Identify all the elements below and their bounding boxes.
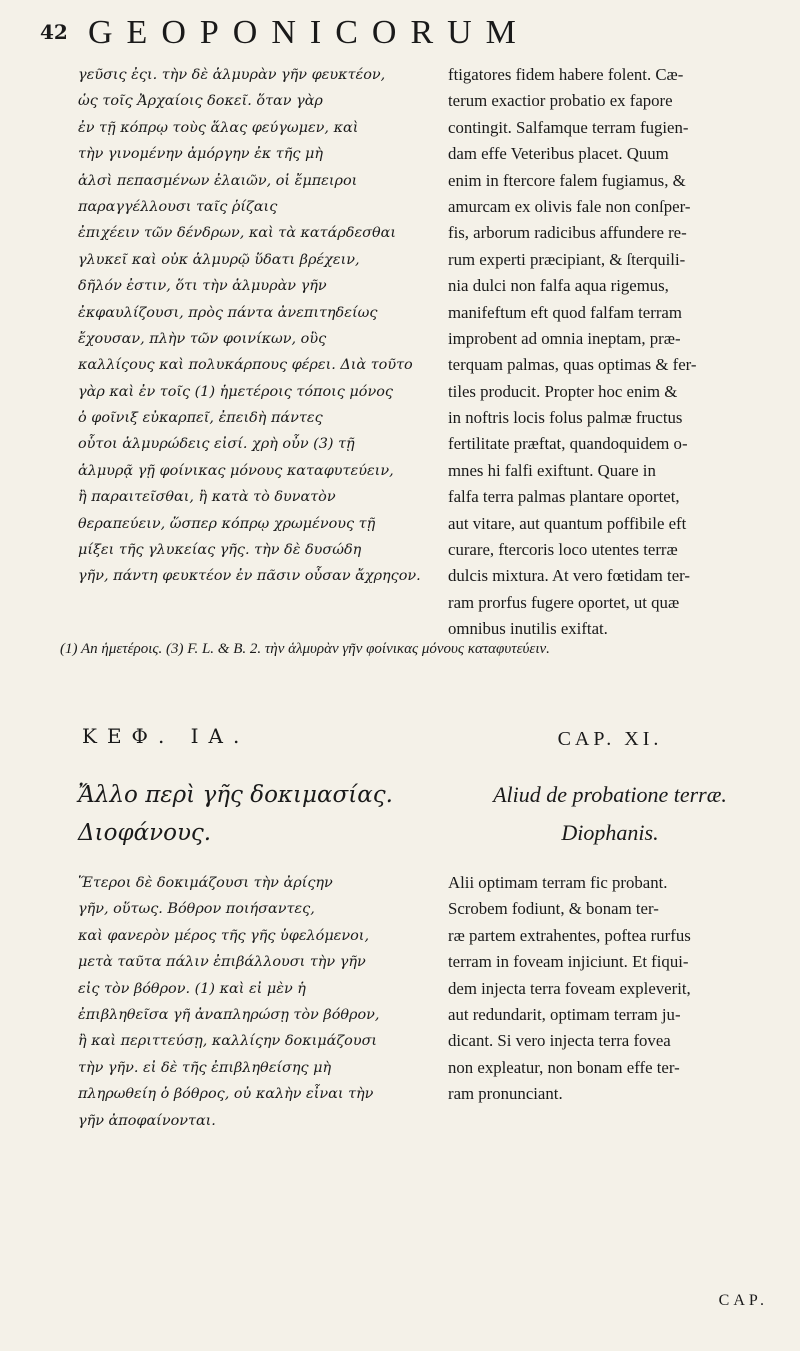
text-line: enim in ftercore falem fugiamus, & [448, 170, 686, 190]
text-line: ram prorfus fugere oportet, ut quæ [448, 592, 680, 612]
text-line: γῆν ἀποφαίνονται. [78, 1112, 216, 1129]
text-line: καὶ φανερὸν μέρος τῆς γῆς ὑφελόμενοι, [78, 927, 370, 944]
text-line: ἢ παραιτεῖσθαι, ἢ κατὰ τὸ δυνατὸν [78, 489, 336, 506]
text-line: manifeftum eft quod falfam terram [448, 302, 682, 322]
text-line: ram pronunciant. [448, 1084, 563, 1104]
chapter-title-latin-line-2: Diophanis. [561, 820, 659, 845]
text-line: mnes hi falfi exiftunt. Quare in [448, 460, 656, 480]
text-line: καλλίςους καὶ πολυκάρπους φέρει. Διὰ τοῦτο [78, 357, 413, 374]
text-line: δῆλόν ἐστιν, ὅτι τὴν ἁλμυρὰν γῆν [78, 278, 327, 295]
text-line: ἐπιχέειν τῶν δένδρων, καὶ τὰ κατάρδεσθαι [78, 225, 397, 242]
text-line: γὰρ καὶ ἐν τοῖς (1) ἡμετέροις τόποις μόνος [78, 383, 393, 400]
text-line: omnibus inutilis exiftat. [448, 619, 608, 639]
text-line: ἐπιβληθεῖσα γῆ ἀναπληρώσῃ τὸν βόθρον, [78, 1006, 380, 1023]
text-line: terquam palmas, quas optimas & fer- [448, 355, 697, 375]
text-line: fertilitate præftat, quandoquidem o- [448, 434, 688, 454]
text-line: ftigatores fidem habere folent. Cæ- [448, 65, 684, 84]
catchword: CAP. [718, 1292, 768, 1309]
text-line: εἰς τὸν βόθρον. (1) καὶ εἰ μὲν ἡ [78, 980, 306, 997]
running-title: GEOPONICORUM [88, 14, 530, 51]
text-line: dicant. Si vero injecta terra fovea [448, 1031, 671, 1051]
text-line: Alii optimam terram fic probant. [448, 873, 668, 892]
text-line: terum exactior probatio ex fapore [448, 91, 673, 111]
text-line: ἁλμυρᾷ γῇ φοίνικας μόνους καταφυτεύειν, [78, 462, 394, 479]
text-line: ὁ φοῖνιξ εὐκαρπεῖ, ἐπειδὴ πάντες [78, 410, 323, 427]
text-line: falfa terra palmas plantare oportet, [448, 487, 680, 507]
text-line: ἁλσὶ πεπασμένων ἐλαιῶν, οἱ ἔμπειροι [78, 172, 358, 189]
text-line: tiles producit. Propter hoc enim & [448, 381, 678, 401]
text-line: ræ partem extrahentes, poftea rurfus [448, 925, 691, 945]
text-line: γλυκεῖ καὶ οὐκ ἁλμυρῷ ὕδατι βρέχειν, [78, 251, 360, 268]
text-line: θεραπεύειν, ὥσπερ κόπρῳ χρωμένους τῇ [78, 515, 376, 532]
text-line: fis, arborum radicibus affundere re- [448, 223, 687, 243]
latin-column-1 [448, 62, 783, 643]
text-line: rum experti præcipiant, & ſterquili- [448, 249, 686, 269]
text-line: terram in foveam injiciunt. Et fiqui- [448, 952, 689, 972]
text-line: ἐκφαυλίζουσι, πρὸς πάντα ἀνεπιτηδείως [78, 304, 378, 321]
text-line: ἢ καὶ περιττεύσῃ, καλλίςην δοκιμάζουσι [78, 1033, 378, 1050]
text-line: dam effe Veteribus placet. Quum [448, 144, 669, 164]
text-line: γῆν, πάντη φευκτέον ἐν πᾶσιν οὖσαν ἄχρηςον. [78, 568, 421, 585]
text-line: amurcam ex olivis fale non conſper- [448, 196, 691, 216]
chapter-number-greek: ΚΕΦ. ΙΑ. [82, 724, 250, 748]
text-line: nia dulci non falfa aqua rigemus, [448, 276, 669, 296]
text-line: aut redundarit, optimam terram ju- [448, 1004, 681, 1024]
text-line: non expleatur, non bonam effe ter- [448, 1057, 680, 1077]
text-line: πληρωθείη ὁ βόθρος, οὐ καλὴν εἶναι τὴν [78, 1086, 374, 1103]
text-line: παραγγέλλουσι ταῖς ῥίζαις [78, 198, 278, 215]
text-line: τὴν γινομένην ἀμόργην ἐκ τῆς μὴ [78, 146, 323, 163]
chapter-title-latin-line-1: Aliud de probatione terræ. [493, 782, 727, 807]
text-line: ὡς τοῖς Ἀρχαίοις δοκεῖ. ὅταν γὰρ [78, 93, 323, 110]
latin-column-2 [448, 870, 783, 1108]
text-line: μετὰ ταῦτα πάλιν ἐπιβάλλουσι τὴν γῆν [78, 954, 366, 971]
text-line: Scrobem fodiunt, & bonam ter- [448, 899, 659, 919]
page-header [40, 14, 770, 54]
text-line: μίξει τῆς γλυκείας γῆς. τὴν δὲ δυσώδη [78, 542, 362, 559]
greek-column-2 [78, 870, 438, 1134]
text-line: improbent ad omnia ineptam, præ- [448, 328, 681, 348]
text-line: aut vitare, aut quantum poffibile eft [448, 513, 687, 533]
text-line: contingit. Salfamque terram fugien- [448, 117, 689, 137]
page-number: 42 [40, 20, 68, 44]
text-line: οὗτοι ἁλμυρώδεις εἰσί. χρὴ οὖν (3) τῇ [78, 436, 355, 453]
text-line: ἐν τῇ κόπρῳ τοὺς ἅλας φεύγωμεν, καὶ [78, 119, 359, 136]
text-line: γεῦσις ἐςι. τὴν δὲ ἁλμυρὰν γῆν φευκτέον, [78, 67, 386, 83]
greek-column-1 [78, 62, 438, 590]
chapter-title-greek: Ἄλλο περὶ γῆς δοκιμασίας. Διοφάνους. [78, 782, 393, 846]
text-line: ἔχουσαν, πλὴν τῶν φοινίκων, οὓς [78, 330, 327, 347]
text-line: Ἕτεροι δὲ δοκιμάζουσι τὴν ἀρίςην [78, 875, 333, 891]
text-line: τὴν γῆν. εἰ δὲ τῆς ἐπιβληθείσης μὴ [78, 1059, 332, 1076]
text-line: dem injecta terra foveam expleverit, [448, 978, 691, 998]
text-line: γῆν, οὕτως. Βόθρον ποιήσαντες, [78, 901, 315, 918]
text-line: in noftris locis folus palmæ fructus [448, 408, 683, 428]
chapter-title-latin [440, 776, 780, 852]
footnote-1: (1) An ἡμετέροις. (3) F. L. & B. 2. τὴν ἁλμυρὰν γῆν φοίνικας μόνους καταφυτεύειν. [60, 641, 550, 657]
text-line: curare, ftercoris loco utentes terræ [448, 540, 678, 560]
chapter-number-latin: CAP. XI. [557, 728, 663, 750]
text-line: dulcis mixtura. At vero fœtidam ter- [448, 566, 691, 586]
